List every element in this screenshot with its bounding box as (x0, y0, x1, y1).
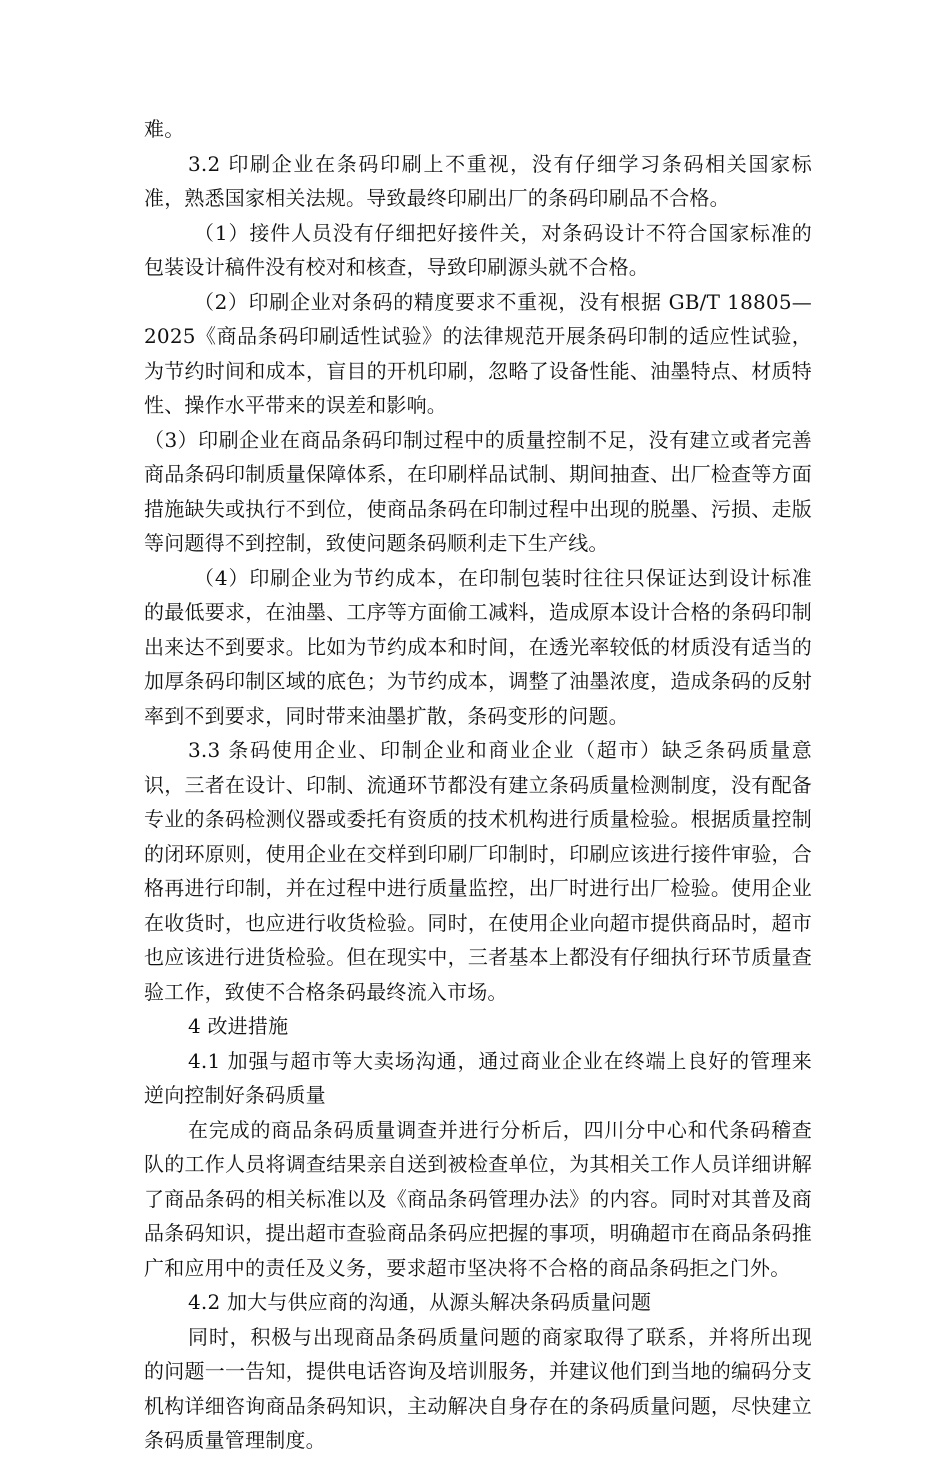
item-3-paragraph: （3）印刷企业在商品条码印制过程中的质量控制不足，没有建立或者完善商品条码印制质量保障体系，在印刷样品试制、期间抽查、出厂检查等方面措施缺失或执行不到位，使商品条码在印制过程中出现的脱墨、污损、走版等问题得不到控制，致使问题条码顺利走下生产线。 (144, 427, 812, 555)
section-4-1-paragraph: 在完成的商品条码质量调查并进行分析后，四川分中心和代条码稽查队的工作人员将调查结果亲自送到被检查单位，为其相关工作人员详细讲解了商品条码的相关标准以及《商品条码管理办法》的内容。同时对其普及商品条码知识，提出超市查验商品条码应把握的事项，明确超市在商品条码推广和应用中的责任及义务，要求超市坚决将不合格的商品条码拒之门外。 (144, 1117, 812, 1280)
paragraph-continuation: 难。 (144, 117, 185, 141)
item-2-paragraph: （2）印刷企业对条码的精度要求不重视，没有根据 GB/T 18805—2025《商品条码印刷适性试验》的法律规范开展条码印制的适应性试验，为节约时间和成本，盲目的开机印刷，忽略了设备性能、油墨特点、材质特性、操作水平带来的误差和影响。 (144, 289, 812, 417)
item-1-paragraph: （1）接件人员没有仔细把好接件关，对条码设计不符合国家标准的包装设计稿件没有校对和核查，导致印刷源头就不合格。 (144, 220, 812, 279)
section-4-heading: 4 改进措施 (188, 1014, 289, 1038)
section-4-2-heading: 4.2 加大与供应商的沟通，从源头解决条码质量问题 (188, 1290, 652, 1314)
section-4-2-paragraph: 同时，积极与出现商品条码质量问题的商家取得了联系，并将所出现的问题一一告知，提供电话咨询及培训服务，并建议他们到当地的编码分支机构详细咨询商品条码知识，主动解决自身存在的条码质量问题，尽快建立条码质量管理制度。 (144, 1324, 812, 1452)
section-3-3-paragraph: 3.3 条码使用企业、印制企业和商业企业（超市）缺乏条码质量意识，三者在设计、印制、流通环节都没有建立条码质量检测制度，没有配备专业的条码检测仪器或委托有资质的技术机构进行质量检验。根据质量控制的闭环原则，使用企业在交样到印刷厂印制时，印刷应该进行接件审验，合格再进行印制，并在过程中进行质量监控，出厂时进行出厂检验。使用企业在收货时，也应进行收货检验。同时，在使用企业向超市提供商品时，超市也应该进行进货检验。但在现实中，三者基本上都没有仔细执行环节质量查验工作，致使不合格条码最终流入市场。 (144, 738, 812, 1004)
document-body (144, 112, 812, 1458)
item-4-paragraph: （4）印刷企业为节约成本，在印制包装时往往只保证达到设计标准的最低要求，在油墨、工序等方面偷工减料，造成原本设计合格的条码印制出来达不到要求。比如为节约成本和时间，在透光率较低的材质没有适当的加厚条码印制区域的底色；为节约成本，调整了油墨浓度，造成条码的反射率到不到要求，同时带来油墨扩散，条码变形的问题。 (144, 565, 812, 728)
section-3-2-paragraph: 3.2 印刷企业在条码印刷上不重视，没有仔细学习条码相关国家标准，熟悉国家相关法规。导致最终印刷出厂的条码印刷品不合格。 (144, 151, 812, 210)
section-4-1-heading: 4.1 加强与超市等大卖场沟通，通过商业企业在终端上良好的管理来逆向控制好条码质量 (144, 1048, 812, 1107)
